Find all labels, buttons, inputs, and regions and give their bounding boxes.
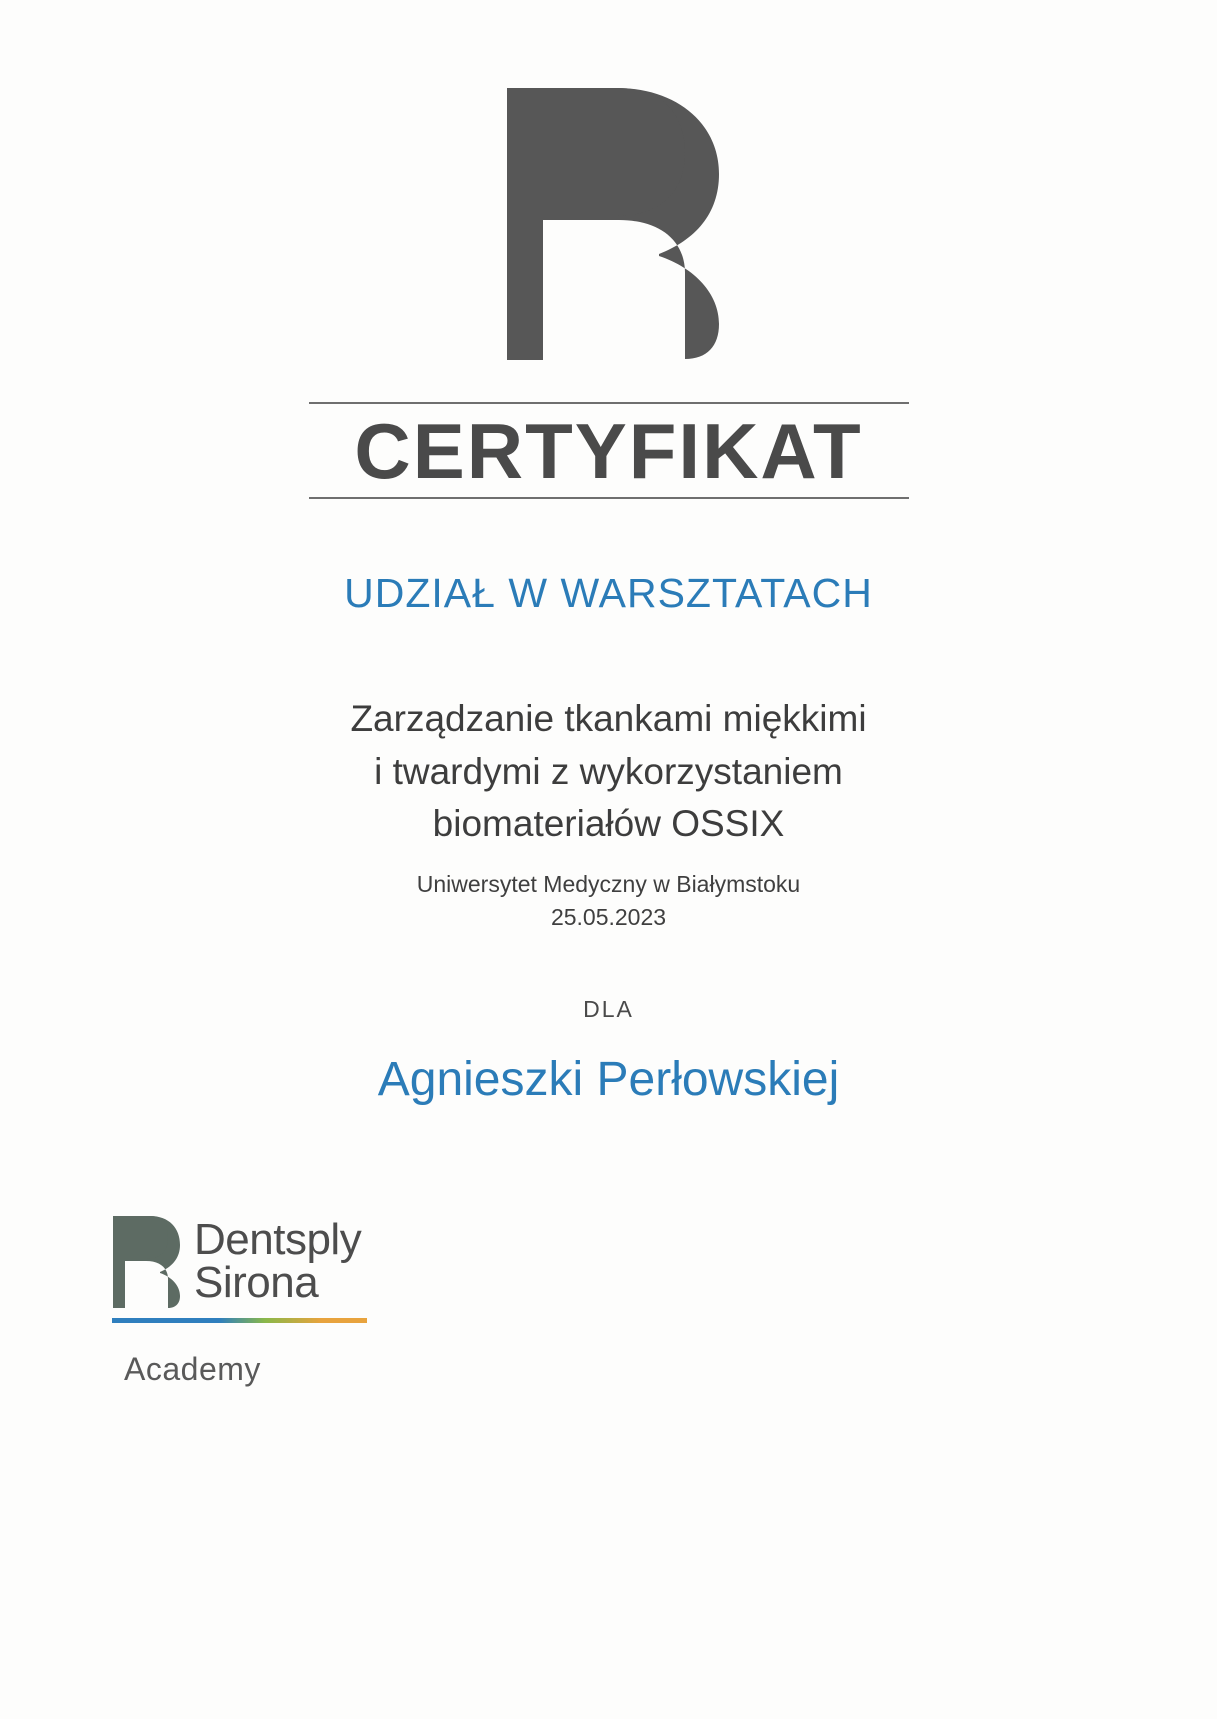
recipient-name: Agnieszki Perłowskiej (377, 1053, 840, 1106)
institution-name: Uniwersytet Medyczny w Białymstoku (416, 871, 801, 897)
workshop-title (229, 693, 989, 851)
certificate-subtitle: UDZIAŁ W WARSZTATACH (344, 570, 873, 616)
workshop-title-line-1: Zarządzanie tkankami miękkimi (350, 698, 867, 739)
brand-wordmark (194, 1215, 362, 1308)
brand-line-1: Dentsply (194, 1215, 362, 1264)
footer-branding (110, 1216, 540, 1388)
for-label: DLA (583, 996, 634, 1022)
brand-gradient-rule (112, 1318, 367, 1323)
event-meta (0, 868, 1217, 935)
workshop-title-line-2: i twardymi z wykorzystaniem (374, 750, 843, 792)
event-date: 25.05.2023 (550, 904, 667, 931)
title-rule-bottom (309, 497, 909, 499)
workshop-title-line-3: biomateriałów OSSIX (432, 803, 785, 845)
certificate-title-block (309, 402, 909, 499)
dentsply-sirona-logo-icon (110, 1216, 180, 1308)
page-title: CERTYFIKAT (354, 407, 863, 495)
sub-brand-label: Academy (124, 1351, 261, 1387)
dentsply-sirona-s-mark-icon (0, 88, 1217, 360)
brand-line-2: Sirona (194, 1258, 319, 1308)
